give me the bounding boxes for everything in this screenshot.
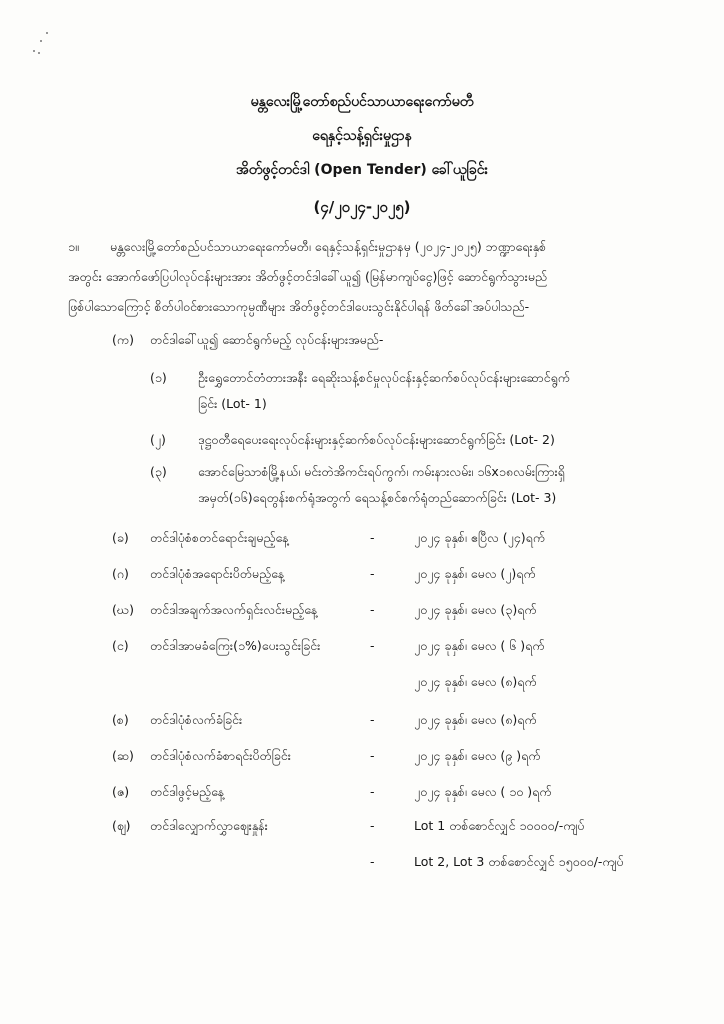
schedule-value: Lot 1 တစ်စောင်လျှင် ၁၀၀၀၀/-ကျပ် xyxy=(414,818,585,833)
schedule-dash: - xyxy=(370,818,375,833)
works-marker: (က) xyxy=(112,332,134,347)
schedule-marker: (ဈ) xyxy=(112,818,131,833)
schedule-label: တင်ဒါအချက်အလက်ရှင်းလင်းမည့်နေ့ xyxy=(150,602,318,617)
schedule-marker: (ဂ) xyxy=(112,566,129,581)
schedule-dash: - xyxy=(370,602,375,617)
schedule-marker: (ခ) xyxy=(112,530,129,545)
schedule-label: တင်ဒါပုံစံအရောင်းပိတ်မည့်နေ့ xyxy=(150,566,285,581)
schedule-marker: (ဆ) xyxy=(112,748,134,763)
schedule-value: ၂၀၂၄ ခုနှစ်၊ မေလ (၉ )ရက် xyxy=(414,748,541,763)
ministry-title: မန္တလေးမြို့တော်စည်ပင်သာယာရေးကော်မတီ xyxy=(250,94,474,110)
work-item-line: ခြင်း (Lot- 1) xyxy=(198,396,267,411)
work-item-line: အောင်မြေသာစံမြို့နယ်၊ မင်းတဲအိကင်းရပ်ကွက်၊ ကမ်းနားလမ်း၊ ၁၆x၁၈လမ်းကြားရှိ xyxy=(198,464,565,479)
works-heading: တင်ဒါခေါ်ယူ၍ ဆောင်ရွက်မည့် လုပ်ငန်းများအမည်- xyxy=(150,332,384,347)
schedule-label: တင်ဒါအာမခံကြေး(၁%)ပေးသွင်းခြင်း xyxy=(150,638,321,653)
work-item-line: အမှတ်(၁၆)ရေတွန်းစက်ရုံအတွက် ရေသန့်စင်စက်ရုံတည်ဆောက်ခြင်း (Lot- 3) xyxy=(198,490,557,505)
schedule-value: ၂၀၂၄ ခုနှစ်၊ မေလ (၈)ရက် xyxy=(414,712,537,727)
schedule-label: တင်ဒါလျှောက်လွှာဈေးနှုန်း xyxy=(150,818,268,833)
schedule-label: တင်ဒါပုံစံစတင်ရောင်းချမည့်နေ့ xyxy=(150,530,289,545)
schedule-value: Lot 2, Lot 3 တစ်စောင်လျှင် ၁၅၀၀၀/-ကျပ် xyxy=(414,854,624,869)
schedule-dash: - xyxy=(370,712,375,727)
schedule-value: ၂၀၂၄ ခုနှစ်၊ မေလ ( ၆ )ရက် xyxy=(414,638,545,653)
reference-number: (၄/၂၀၂၄-၂၀၂၅) xyxy=(313,198,411,216)
work-item-number: (၂) xyxy=(150,432,166,447)
schedule-dash: - xyxy=(370,566,375,581)
paragraph-number: ၁။ xyxy=(68,239,79,254)
schedule-label: တင်ဒါဖွင့်မည့်နေ့ xyxy=(150,784,225,799)
work-item-number: (၃) xyxy=(150,464,167,479)
schedule-marker: (ဃ) xyxy=(112,602,134,617)
intro-line: အတွင်း အောက်ဖော်ပြပါလုပ်ငန်းများအား အိတ်ဖွင့်တင်ဒါခေါ်ယူ၍ (မြန်မာကျပ်ငွေ)ဖြင့် ဆောင်ရွက်သွားမည် xyxy=(68,269,548,284)
schedule-dash: - xyxy=(370,854,375,869)
work-item-line: ဒုဋ္ဌဝတီရေပေးရေးလုပ်ငန်းများနှင့်ဆက်စပ်လုပ်ငန်းများဆောင်ရွက်ခြင်း (Lot- 2) xyxy=(198,432,555,447)
schedule-label: တင်ဒါပုံစံလက်ခံခြင်း xyxy=(150,712,243,727)
schedule-marker: (င) xyxy=(112,638,129,653)
schedule-value: ၂၀၂၄ ခုနှစ်၊ မေလ ( ၁၀ )ရက် xyxy=(414,784,552,799)
announcement-title: အိတ်ဖွင့်တင်ဒါ (Open Tender) ခေါ်ယူခြင်း xyxy=(235,162,489,178)
schedule-value: ၂၀၂၄ ခုနှစ်၊ မေလ (၈)ရက် xyxy=(414,674,537,689)
intro-paragraph xyxy=(68,232,668,322)
work-item-line: ဦးရွှေတောင်တံတားအနီး ရေဆိုးသန့်စင်မှုလုပ်ငန်းနှင့်ဆက်စပ်လုပ်ငန်းများဆောင်ရွက် xyxy=(198,370,570,385)
schedule-dash: - xyxy=(370,748,375,763)
department-title: ရေနှင့်သန့်ရှင်းမှုဌာန xyxy=(312,128,412,144)
schedule-dash: - xyxy=(370,784,375,799)
schedule-dash: - xyxy=(370,530,375,545)
schedule-dash: - xyxy=(370,638,375,653)
schedule-value: ၂၀၂၄ ခုနှစ်၊ ဧပြီလ (၂၄)ရက် xyxy=(414,530,546,545)
intro-line: မန္တလေးမြို့တော်စည်ပင်သာယာရေးကော်မတီ၊ ရေနှင့်သန့်ရှင်းမှုဌာနမှ (၂၀၂၄-၂၀၂၅) ဘဏ္ဍာရေးနှစ် xyxy=(110,239,547,254)
scan-specks xyxy=(30,30,60,60)
work-item-number: (၁) xyxy=(150,370,167,385)
schedule-marker: (စ) xyxy=(112,712,129,727)
schedule-value: ၂၀၂၄ ခုနှစ်၊ မေလ (၂)ရက် xyxy=(414,566,536,581)
intro-line: ဖြစ်ပါသောကြောင့် စိတ်ပါဝင်စားသောကုမ္ပဏီများ အိတ်ဖွင့်တင်ဒါပေးသွင်းနိုင်ပါရန် ဖိတ်ခေါ်အပ်ပါသည်- xyxy=(68,299,530,314)
schedule-value: ၂၀၂၄ ခုနှစ်၊ မေလ (၃)ရက် xyxy=(414,602,537,617)
schedule-marker: (ဇ) xyxy=(112,784,130,799)
schedule-label: တင်ဒါပုံစံလက်ခံစာရင်းပိတ်ခြင်း xyxy=(150,748,291,763)
